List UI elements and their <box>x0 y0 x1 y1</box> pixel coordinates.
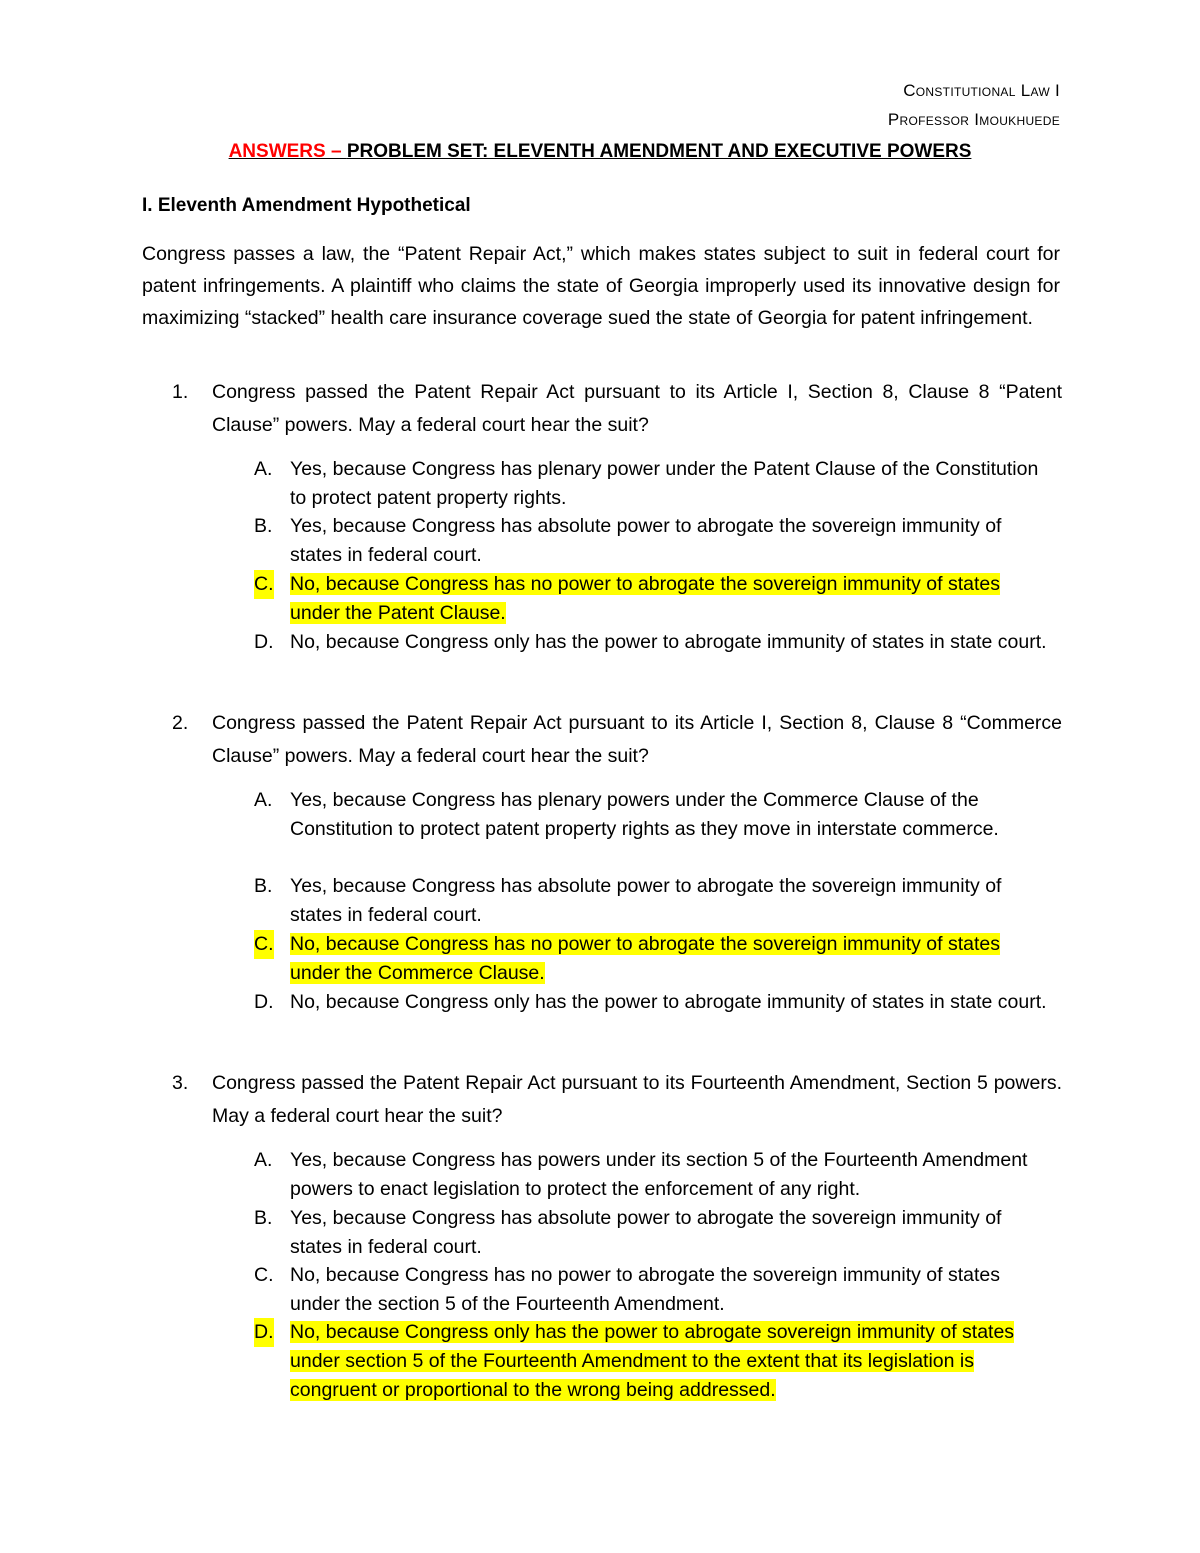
option-text: Yes, because Congress has absolute power to abrogate the sovereign immunity of states in federal court. <box>290 875 1002 926</box>
option-text-highlighted: No, because Congress only has the power to abrogate sovereign immunity of states under section 5 of the Fourteenth Amendment to the extent that its legislation is congruent or proportional to the wrong being addressed. <box>290 1321 1015 1401</box>
course-name: Constitutional Law I <box>903 81 1060 100</box>
q3-option-b <box>254 1204 1054 1262</box>
question-text: Congress passed the Patent Repair Act pursuant to its Article I, Section 8, Clause 8 “Commerce Clause” powers. May a federal court hear the suit? <box>212 712 1062 767</box>
question-number: 3. <box>172 1072 189 1094</box>
question-3 <box>172 1067 1062 1133</box>
option-letter: D. <box>254 1318 274 1347</box>
question-text: Congress passed the Patent Repair Act pursuant to its Article I, Section 8, Clause 8 “Patent Clause” powers. May a federal court hear the suit? <box>212 381 1062 436</box>
option-letter: C. <box>254 1264 274 1286</box>
page-header <box>888 76 1060 134</box>
section-heading: I. Eleventh Amendment Hypothetical <box>142 195 471 216</box>
title-text: PROBLEM SET: ELEVENTH AMENDMENT AND EXECUTIVE POWERS <box>346 141 972 162</box>
q2-option-a <box>254 786 1054 844</box>
q1-option-b <box>254 512 1054 570</box>
question-1 <box>172 376 1062 442</box>
professor-name: Professor Imoukhuede <box>887 110 1060 129</box>
question-text: Congress passed the Patent Repair Act pursuant to its Fourteenth Amendment, Section 5 powers. May a federal court hear the suit? <box>212 1072 1062 1127</box>
document-title <box>0 141 1200 163</box>
option-letter: A. <box>254 458 273 480</box>
question-number: 1. <box>172 381 189 403</box>
q2-option-c-correct-answer <box>254 930 1054 988</box>
option-letter: B. <box>254 515 273 537</box>
option-text: Yes, because Congress has plenary power under the Patent Clause of the Constitution to protect patent property rights. <box>290 458 1039 509</box>
answers-label: ANSWERS – <box>228 141 347 162</box>
option-text: No, because Congress only has the power to abrogate immunity of states in state court. <box>290 631 1047 653</box>
q1-option-c-correct-answer <box>254 570 1054 628</box>
option-letter: C. <box>254 930 274 959</box>
q2-option-d <box>254 988 1054 1017</box>
intro-paragraph: Congress passes a law, the “Patent Repair Act,” which makes states subject to suit in federal court for patent infringements. A plaintiff who claims the state of Georgia improperly used its innovative design for maximizing “stacked” health care insurance coverage sued the state of Georgia for patent infringement. <box>142 243 1060 329</box>
option-text: No, because Congress only has the power to abrogate immunity of states in state court. <box>290 991 1047 1013</box>
option-text: Yes, because Congress has absolute power to abrogate the sovereign immunity of states in federal court. <box>290 1207 1002 1258</box>
option-letter: C. <box>254 570 274 599</box>
option-text-highlighted: No, because Congress has no power to abrogate the sovereign immunity of states under the Commerce Clause. <box>290 933 1000 984</box>
option-text: Yes, because Congress has absolute power to abrogate the sovereign immunity of states in federal court. <box>290 515 1002 566</box>
option-letter: D. <box>254 991 274 1013</box>
option-text: No, because Congress has no power to abrogate the sovereign immunity of states under the section 5 of the Fourteenth Amendment. <box>290 1264 1000 1315</box>
q1-option-d <box>254 628 1054 657</box>
option-text: Yes, because Congress has powers under its section 5 of the Fourteenth Amendment powers to enact legislation to protect the enforcement of any right. <box>290 1149 1028 1200</box>
question-number: 2. <box>172 712 189 734</box>
q2-option-b <box>254 872 1054 930</box>
option-letter: A. <box>254 1149 273 1171</box>
option-text-highlighted: No, because Congress has no power to abrogate the sovereign immunity of states under the Patent Clause. <box>290 573 1000 624</box>
q3-option-d-correct-answer <box>254 1318 1054 1405</box>
option-letter: B. <box>254 1207 273 1229</box>
q3-option-a <box>254 1146 1054 1204</box>
q3-option-c <box>254 1261 1054 1319</box>
option-text: Yes, because Congress has plenary powers under the Commerce Clause of the Constitution to protect patent property rights as they move in interstate commerce. <box>290 789 999 840</box>
option-letter: A. <box>254 789 273 811</box>
option-letter: B. <box>254 875 273 897</box>
question-2 <box>172 707 1062 773</box>
q1-option-a <box>254 455 1054 513</box>
option-letter: D. <box>254 631 274 653</box>
